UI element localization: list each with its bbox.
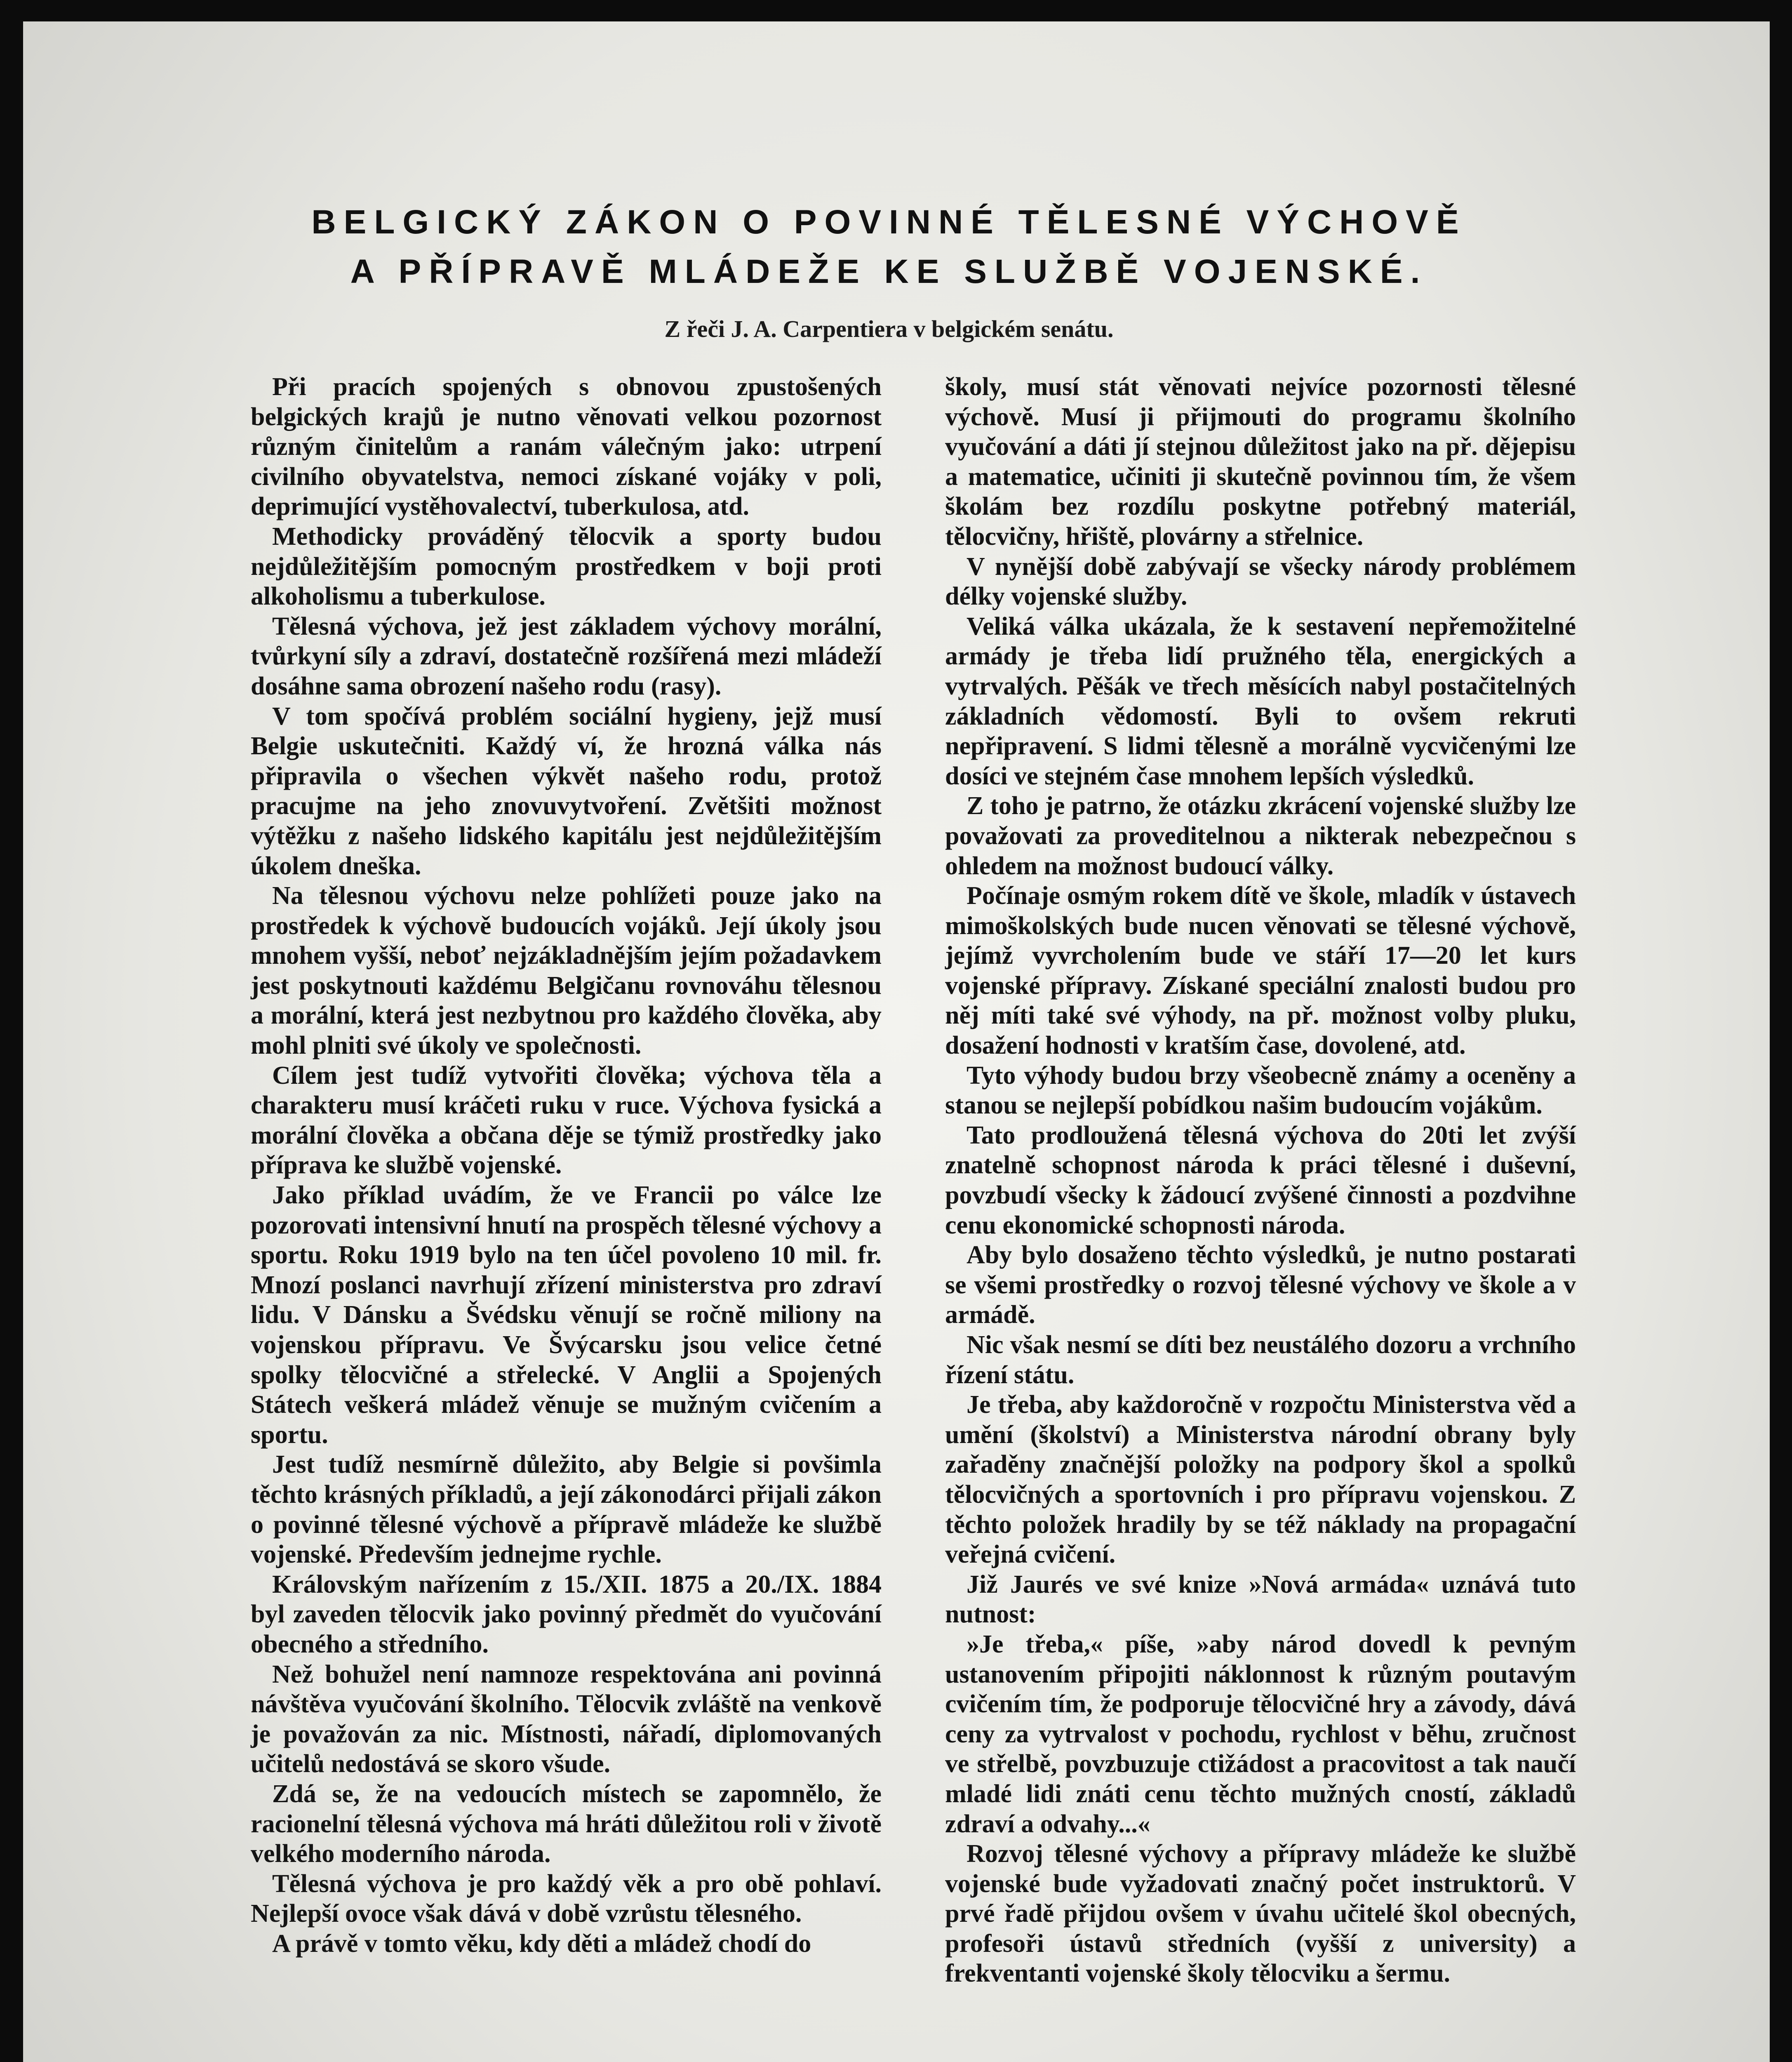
paragraph: školy, musí stát věnovati nejvíce pozornosti tělesné výchově. Musí ji přijmouti do programu školního vyučování a dáti jí stejnou důležitost jako na př. dějepisu a matematice, učiniti ji skutečně povinnou tím, že všem školám bez rozdílu poskytne potřebný materiál, tělocvičny, hřiště, plovárny a střelnice. xyxy=(945,373,1576,551)
article-title-line-1: BELGICKÝ ZÁKON O POVINNÉ TĚLESNÉ VÝCHOVĚ xyxy=(311,203,1467,241)
page-sheet xyxy=(23,21,1770,2062)
paragraph: Jako příklad uvádím, že ve Francii po válce lze pozorovati intensivní hnutí na prospěch tělesné výchovy a sportu. Roku 1919 bylo na ten účel povoleno 10 mil. fr. Mnozí poslanci navrhují zřízení ministerstva pro zdraví lidu. V Dánsku a Švédsku věnují se ročně miliony na vojenskou přípravu. Ve Švýcarsku jsou velice četné spolky tělocvičné a střelecké. V Anglii a Spojených Státech veškerá mládež věnuje se mužným cvičením a sportu. xyxy=(251,1181,882,1449)
paragraph: Je třeba, aby každoročně v rozpočtu Ministerstva věd a umění (školství) a Ministerstva národní obrany byly zařaděny značnější položky na podpory škol a spolků tělocvičných a sportovních i pro přípravu vojenskou. Z těchto položek hradily by se též náklady na propagační veřejná cvičení. xyxy=(945,1391,1576,1569)
paragraph: Počínaje osmým rokem dítě ve škole, mladík v ústavech mimoškolských bude nucen věnovati se tělesné výchově, jejímž vyvrcholením bude ve stáří 17—20 let kurs vojenské přípravy. Získané speciální znalosti budou pro něj míti také své výhody, na př. možnost volby pluku, dosažení hodnosti v kratším čase, dovolené, atd. xyxy=(945,882,1576,1060)
paragraph: Již Jaurés ve své knize »Nová armáda« uznává tuto nutnost: xyxy=(945,1570,1576,1629)
paragraph: Při pracích spojených s obnovou zpustošených belgických krajů je nutno věnovati velkou pozornost různým činitelům a ranám válečným jako: utrpení civilního obyvatelstva, nemoci získané vojáky v poli, deprimující vystěhovalectví, tuberkulosa, atd. xyxy=(251,373,882,521)
paragraph: Rozvoj tělesné výchovy a přípravy mládeže ke službě vojenské bude vyžadovati značný počet instruktorů. V prvé řadě přijdou ovšem v úvahu učitelé škol obecných, profesoři ústavů středních (vyšší z university) a frekventanti vojenské školy tělocviku a šermu. xyxy=(945,1840,1576,1988)
quote-paragraph: »Je třeba,« píše, »aby národ dovedl k pevným ustanovením připojiti náklonnost k různým poutavým cvičením tím, že podporuje tělocvičné hry a závody, dává ceny za vytrvalost v pochodu, rychlost v běhu, zručnost ve střelbě, povzbuzuje ctižádost a pracovitost a tak naučí mladé lidi znáti cenu těchto mužných cností, základů zdraví a odvahy...« xyxy=(945,1630,1576,1838)
article-title-line-2: A PŘÍPRAVĚ MLÁDEŽE KE SLUŽBĚ VOJENSKÉ. xyxy=(350,253,1428,290)
paragraph: Tělesná výchova je pro každý věk a pro obě pohlaví. Nejlepší ovoce však dává v době vzrůstu tělesného. xyxy=(251,1869,882,1928)
paragraph: Nic však nesmí se díti bez neustálého dozoru a vrchního řízení státu. xyxy=(945,1331,1576,1389)
article-subtitle: Z řeči J. A. Carpentiera v belgickém senátu. xyxy=(664,315,1114,342)
paragraph: Tyto výhody budou brzy všeobecně známy a oceněny a stanou se nejlepší pobídkou našim budoucím vojákům. xyxy=(945,1061,1576,1120)
text-column-right xyxy=(945,372,1576,1989)
paragraph: A právě v tomto věku, kdy děti a mládež chodí do xyxy=(272,1929,811,1958)
paragraph: V nynější době zabývají se všecky národy problémem délky vojenské služby. xyxy=(945,552,1576,611)
text-column-left xyxy=(251,372,882,1958)
paragraph: V tom spočívá problém sociální hygieny, jejž musí Belgie uskutečniti. Každý ví, že hrozná válka nás připravila o všechen výkvět našeho rodu, protož pracujme na jeho znovuvytvoření. Zvětšiti možnost výtěžku z našeho lidského kapitálu jest nejdůležitějším úkolem dneška. xyxy=(251,702,882,880)
paragraph: Než bohužel není namnoze respektována ani povinná návštěva vyučování školního. Tělocvik zvláště na venkově je považován za nic. Místnosti, nářadí, diplomovaných učitelů nedostává se skoro všude. xyxy=(251,1660,882,1778)
paragraph: Z toho je patrno, že otázku zkrácení vojenské služby lze považovati za proveditelnou a nikterak nebezpečnou s ohledem na možnost budoucí války. xyxy=(945,792,1576,880)
paragraph: Veliká válka ukázala, že k sestavení nepřemožitelné armády je třeba lidí pružného těla, energických a vytrvalých. Pěšák ve třech měsících nabyl postačitelných základních vědomostí. Byli to ovšem rekruti nepřipravení. S lidmi tělesně a morálně vycvičenými lze dosíci ve stejném čase mnohem lepších výsledků. xyxy=(945,612,1576,790)
paragraph: Královským nařízením z 15./XII. 1875 a 20./IX. 1884 byl zaveden tělocvik jako povinný předmět do vyučování obecného a středního. xyxy=(251,1570,882,1658)
paragraph: Methodicky prováděný tělocvik a sporty budou nejdůležitějším pomocným prostředkem v boji proti alkoholismu a tuberkulose. xyxy=(251,522,882,611)
paragraph: Zdá se, že na vedoucích místech se zapomnělo, že racionelní tělesná výchova má hráti důležitou roli v životě velkého moderního národa. xyxy=(251,1780,882,1868)
paragraph: Jest tudíž nesmírně důležito, aby Belgie si povšimla těchto krásných příkladů, a její zákonodárci přijali zákon o povinné tělesné výchově a přípravě mládeže ke službě vojenské. Především jednejme rychle. xyxy=(251,1450,882,1569)
paragraph: Cílem jest tudíž vytvořiti člověka; výchova těla a charakteru musí kráčeti ruku v ruce. Výchova fysická a morální člověka a občana děje se týmiž prostředky jako příprava ke službě vojenské. xyxy=(251,1061,882,1179)
paragraph: Aby bylo dosaženo těchto výsledků, je nutno postarati se všemi prostředky o rozvoj tělesné výchovy ve škole a v armádě. xyxy=(945,1241,1576,1329)
paragraph: Tato prodloužená tělesná výchova do 20ti let zvýší znatelně schopnost národa k práci tělesné i duševní, povzbudí všecky k žádoucí zvýšené činnosti a pozdvihne cenu ekonomické schopnosti národa. xyxy=(945,1121,1576,1239)
paragraph: Tělesná výchova, jež jest základem výchovy morální, tvůrkyní síly a zdraví, dostatečně rozšířená mezi mládeží dosáhne sama obrození našeho rodu (rasy). xyxy=(251,612,882,700)
paragraph: Na tělesnou výchovu nelze pohlížeti pouze jako na prostředek k výchově budoucích vojáků. Její úkoly jsou mnohem vyšší, neboť nejzákladnějším jejím požadavkem jest poskytnouti každému Belgičanu rovnováhu tělesnou a morální, která jest nezbytnou pro každého člověka, aby mohl plniti své úkoly ve společnosti. xyxy=(251,882,882,1060)
